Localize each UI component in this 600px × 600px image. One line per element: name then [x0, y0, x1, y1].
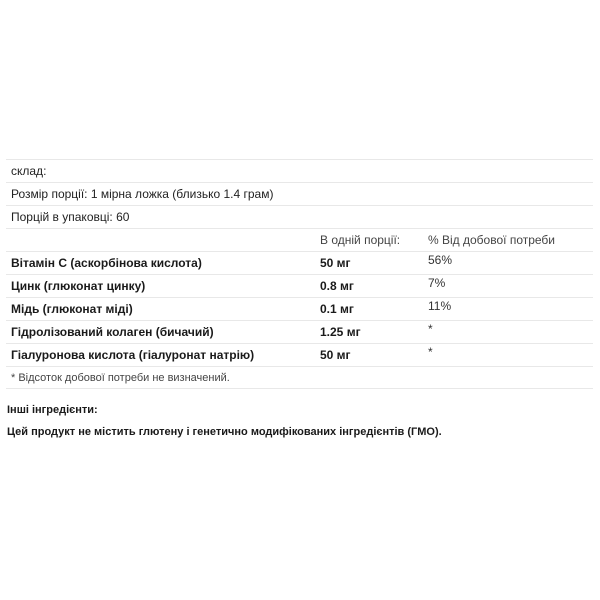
composition-label: склад:	[11, 164, 47, 178]
nutrient-name: Мідь (глюконат міді)	[11, 302, 133, 316]
composition-row	[6, 159, 593, 182]
servings-per-container-label: Порцій в упаковці: 60	[11, 210, 130, 224]
serving-size-row	[6, 182, 593, 205]
table-row	[6, 274, 593, 297]
supplement-facts	[6, 159, 593, 389]
nutrient-dv: 11%	[428, 299, 452, 313]
table-row	[6, 320, 593, 343]
table-row	[6, 297, 593, 320]
nutrient-dv: 56%	[428, 253, 453, 267]
nutrient-name: Цинк (глюконат цинку)	[11, 279, 146, 293]
column-header-amount: В одній порції:	[320, 233, 401, 247]
footnote: * Відсоток добової потреби не визначений.	[11, 372, 230, 384]
nutrient-name: Гідролізований колаген (бичачий)	[11, 325, 214, 339]
nutrient-dv: *	[428, 322, 433, 336]
nutrient-amount: 1.25 мг	[320, 325, 361, 339]
nutrient-amount: 0.1 мг	[320, 302, 354, 316]
column-header-dv: % Від добової потреби	[428, 233, 556, 247]
nutrient-amount: 0.8 мг	[320, 279, 354, 293]
nutrient-amount: 50 мг	[320, 256, 351, 270]
nutrient-name: Гіалуронова кислота (гіалуронат натрію)	[11, 348, 255, 362]
nutrient-name: Вітамін С (аскорбінова кислота)	[11, 256, 202, 270]
other-ingredients-label: Інші інгредієнти:	[7, 404, 98, 416]
table-row	[6, 251, 593, 274]
nutrient-dv: 7%	[428, 276, 446, 290]
serving-size-label: Розмір порції: 1 мірна ложка (близько 1.4 грам)	[11, 187, 274, 201]
table-header	[6, 228, 593, 251]
disclaimer: Цей продукт не містить глютену і генетично модифікованих інгредієнтів (ГМО).	[7, 426, 442, 438]
footnote-row	[6, 366, 593, 389]
nutrient-dv: *	[428, 345, 433, 359]
nutrient-amount: 50 мг	[320, 348, 351, 362]
servings-per-container-row	[6, 205, 593, 228]
table-row	[6, 343, 593, 366]
